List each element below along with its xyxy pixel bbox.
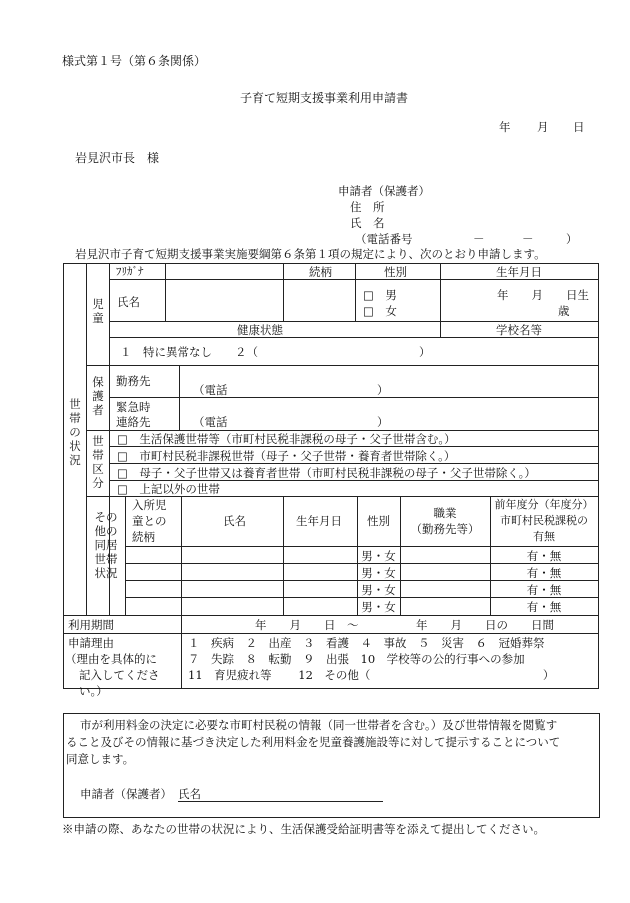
furigana-label: ﾌﾘｶﾞﾅ [116, 265, 144, 278]
member-dob-header: 生年月日 [296, 514, 342, 528]
member-row-sex[interactable]: 男・女 [361, 600, 396, 614]
member-job-header-1: 職業 [433, 506, 457, 520]
reason-label-4: い。） [79, 684, 108, 698]
consent-sign-name: 氏名 [178, 787, 201, 801]
footnote: ※申請の際、あなたの世帯の状況により、生活保護受給証明書等を添えて提出してください。 [62, 822, 545, 836]
signature-line[interactable] [178, 801, 383, 802]
intro-text: 岩見沢市子育て短期支援事業実施要綱第６条第１項の規定により、次のとおり申請します。 [75, 247, 546, 261]
member-row-tax[interactable]: 有・無 [526, 549, 562, 563]
emergency-label-1: 緊急時 [116, 400, 151, 414]
applicant-phone-label: （電話番号 [355, 232, 413, 246]
consent-text-3: 同意します。 [66, 752, 135, 766]
form-number: 様式第１号（第６条関係） [62, 54, 207, 68]
male-checkbox[interactable]: □ 男 [363, 288, 397, 302]
category-option-1[interactable]: □ 生活保護世帯等（市町村民税非課税の母子・父子世帯含む。） [117, 432, 456, 446]
applicant-name-label: 氏 名 [350, 216, 385, 230]
reason-line-3: 11 育児疲れ等 12 その他（ ） [188, 668, 555, 682]
household-category-label: 世帯区分 [92, 434, 104, 491]
emergency-label-2: 連絡先 [116, 415, 151, 429]
workplace-label: 勤務先 [116, 374, 151, 388]
reason-label-3: 記入してくださ [79, 668, 160, 682]
household-section-label: 世帯の状況 [69, 397, 81, 468]
reason-line-2: ７ 失踪 ８ 転勤 ９ 出張 10 学校等の公的行事への参加 [188, 652, 525, 666]
reason-line-1: １ 疾病 ２ 出産 ３ 看護 ４ 事故 ５ 災害 ６ 冠婚葬祭 [188, 636, 545, 650]
emergency-phone: （電話 ） [193, 415, 389, 429]
member-row-tax[interactable]: 有・無 [526, 566, 562, 580]
consent-text-2: ること及びその情報に基づき決定した利用料金を児童養護施設等に対して提示することについて [66, 735, 561, 749]
member-tax-header-3: 有無 [533, 530, 555, 543]
page-title: 子育て短期支援事業利用申請書 [240, 91, 409, 105]
applicant-label: 申請者（保護者） [338, 184, 430, 198]
reason-label-2: （理由を具体的に [65, 652, 157, 666]
member-row-sex[interactable]: 男・女 [361, 566, 396, 580]
consent-text-1: 市が利用料金の決定に必要な市町村民税の情報（同一世帯者を含む。）及び世帯情報を閲覧す [80, 718, 558, 732]
date-day: 日 [573, 120, 585, 134]
other-members-label: その他の同居世帯状況 [94, 510, 118, 581]
female-checkbox[interactable]: □ 女 [363, 304, 397, 318]
date-year: 年 [499, 120, 511, 134]
member-row-tax[interactable]: 有・無 [526, 600, 562, 614]
member-row-tax[interactable]: 有・無 [526, 583, 562, 597]
workplace-phone: （電話 ） [193, 383, 389, 397]
category-option-2[interactable]: □ 市町村民税非課税世帯（母子・父子世帯・養育者世帯除く。） [117, 449, 456, 463]
phone-close: ） [566, 232, 578, 246]
relation-header-line3: 続柄 [132, 530, 155, 544]
date-month: 月 [537, 120, 549, 134]
phone-dash-2: － [522, 232, 534, 246]
member-job-header-2: （勤務先等） [410, 522, 480, 536]
relation-header-line1: 入所児 [132, 498, 167, 512]
sex-header: 性別 [384, 265, 407, 279]
member-tax-header-1: 前年度分（年度分） [494, 498, 594, 511]
consent-sign-label: 申請者（保護者） [80, 787, 172, 801]
category-option-4[interactable]: □ 上記以外の世帯 [117, 482, 220, 496]
guardian-label: 保護者 [92, 375, 104, 418]
child-dob: 年 月 日生 [497, 288, 589, 302]
member-sex-header: 性別 [367, 514, 390, 528]
relation-header: 続柄 [309, 265, 332, 279]
health-options: １ 特に異常なし ２（ ） [120, 345, 431, 359]
member-row-sex[interactable]: 男・女 [361, 583, 396, 597]
dob-header: 生年月日 [496, 265, 542, 279]
health-header: 健康状態 [237, 323, 283, 337]
addressee: 岩見沢市長 様 [75, 151, 160, 165]
school-header: 学校名等 [496, 323, 542, 337]
category-option-3[interactable]: □ 母子・父子世帯又は養育者世帯（市町村民税非課税の母子・父子世帯除く。） [117, 466, 536, 480]
member-name-header: 氏名 [223, 514, 246, 528]
child-name-label: 氏名 [117, 295, 140, 309]
member-row-sex[interactable]: 男・女 [361, 549, 396, 563]
applicant-address-label: 住 所 [350, 200, 385, 214]
member-tax-header-2: 市町村民税課税の [500, 514, 588, 527]
phone-dash-1: － [473, 232, 485, 246]
child-age: 歳 [558, 304, 570, 318]
child-label: 児童 [92, 297, 104, 326]
reason-label-1: 申請理由 [68, 636, 114, 650]
relation-header-line2: 童との [132, 514, 167, 528]
period-text: 年 月 日 ～ 年 月 日の 日間 [255, 618, 554, 632]
period-label: 利用期間 [68, 618, 114, 632]
